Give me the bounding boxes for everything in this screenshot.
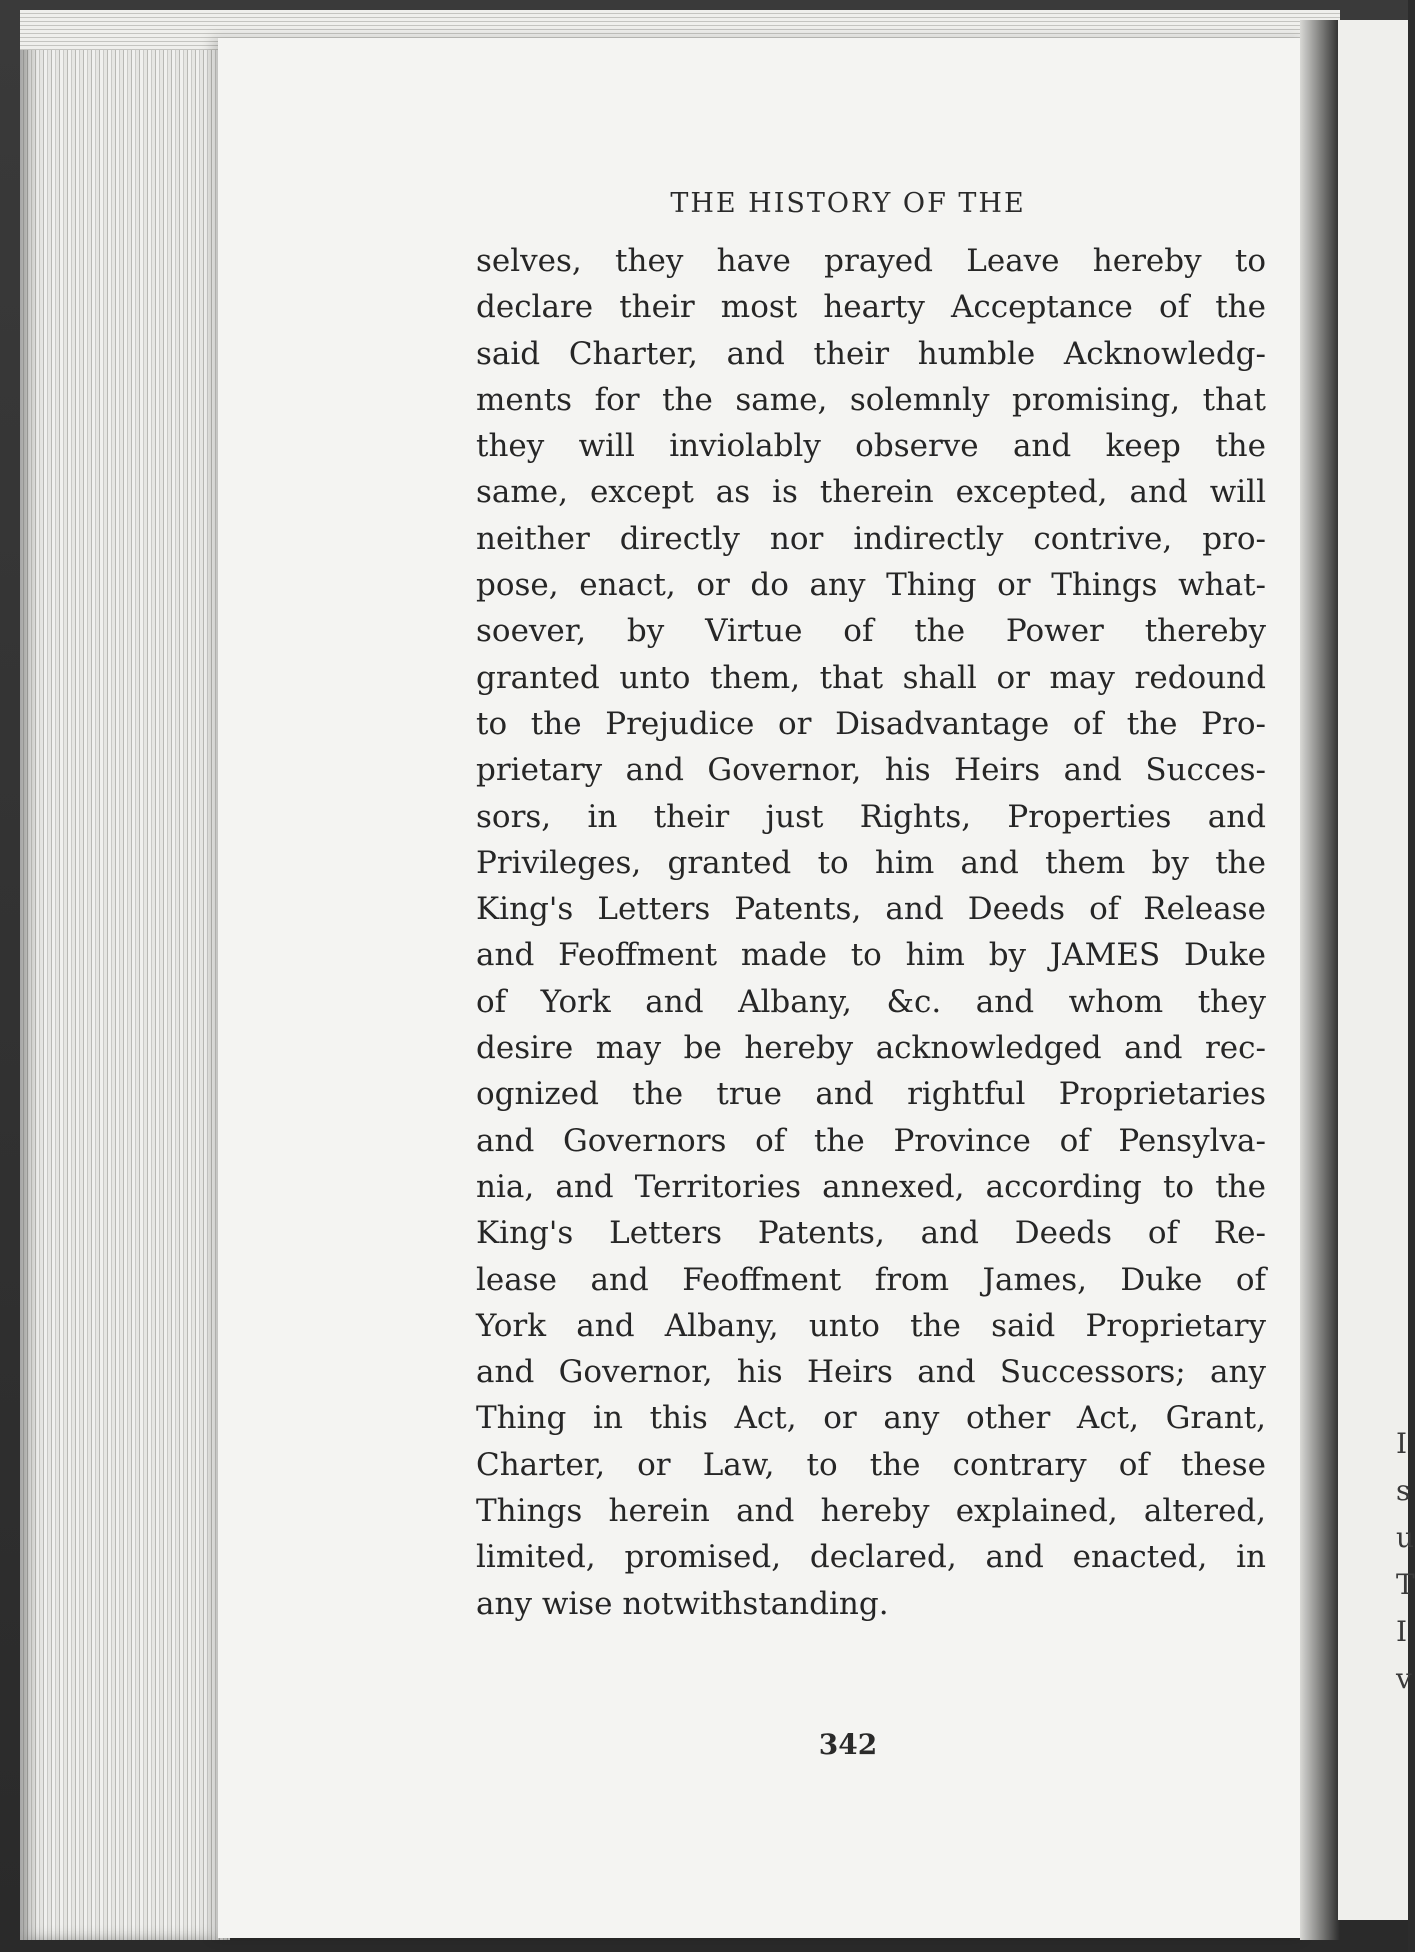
book-gutter	[1300, 20, 1340, 1940]
book-page-edges	[20, 10, 230, 1940]
text-line: lease and Feoffment from James, Duke of	[476, 1261, 1266, 1298]
facing-page-fragment: T	[1396, 1568, 1415, 1601]
facing-page	[1338, 20, 1415, 1920]
text-line: ments for the same, solemnly promising, that	[476, 381, 1266, 418]
text-line: York and Albany, unto the said Proprietary	[476, 1307, 1266, 1344]
text-line: Thing in this Act, or any other Act, Grant,	[476, 1400, 1266, 1437]
text-line: nia, and Territories annexed, according to the	[476, 1168, 1266, 1205]
text-line: Privileges, granted to him and them by the	[476, 844, 1266, 881]
text-line: and Governor, his Heirs and Successors; any	[476, 1354, 1266, 1391]
facing-page-fragment: v	[1396, 1662, 1412, 1695]
text-line: sors, in their just Rights, Properties and	[476, 798, 1266, 835]
text-line: pose, enact, or do any Thing or Things what-	[476, 567, 1266, 604]
text-line: prietary and Governor, his Heirs and Succes-	[476, 752, 1266, 789]
facing-page-fragment: I	[1396, 1615, 1408, 1648]
text-line: and Feoffment made to him by JAMES Duke	[476, 937, 1266, 974]
book-page	[218, 38, 1308, 1938]
text-line: granted unto them, that shall or may redound	[476, 659, 1266, 696]
text-line: limited, promised, declared, and enacted, in	[476, 1539, 1266, 1576]
text-line: soever, by Virtue of the Power thereby	[476, 613, 1266, 650]
text-line: of York and Albany, &c. and whom they	[476, 983, 1266, 1020]
facing-page-fragment: I	[1396, 1427, 1408, 1460]
text-line: Charter, or Law, to the contrary of these	[476, 1446, 1266, 1483]
text-line: ognized the true and rightful Proprietaries	[476, 1076, 1266, 1113]
text-line: same, except as is therein excepted, and will	[476, 474, 1266, 511]
running-head: THE HISTORY OF THE	[670, 188, 1026, 219]
text-line: King's Letters Patents, and Deeds of Re-	[476, 1215, 1266, 1252]
text-line: said Charter, and their humble Acknowledg-	[476, 335, 1266, 372]
text-line: any wise notwithstanding.	[476, 1585, 889, 1622]
body-text	[476, 238, 1266, 1627]
text-line: declare their most hearty Acceptance of the	[476, 289, 1266, 326]
facing-page-fragment: u	[1396, 1521, 1415, 1554]
page-number: 342	[818, 1728, 878, 1761]
text-line: and Governors of the Province of Pensylva-	[476, 1122, 1266, 1159]
text-line: to the Prejudice or Disadvantage of the Pro-	[476, 705, 1266, 742]
text-line: they will inviolably observe and keep the	[476, 428, 1266, 465]
text-line: King's Letters Patents, and Deeds of Release	[476, 891, 1266, 928]
text-line: Things herein and hereby explained, altered,	[476, 1493, 1266, 1530]
text-line: selves, they have prayed Leave hereby to	[476, 243, 1266, 279]
facing-page-fragment: s	[1396, 1474, 1411, 1507]
facing-page-text	[1396, 1420, 1415, 1702]
text-line: neither directly nor indirectly contrive, pro-	[476, 520, 1266, 557]
text-line: desire may be hereby acknowledged and rec-	[476, 1030, 1266, 1067]
